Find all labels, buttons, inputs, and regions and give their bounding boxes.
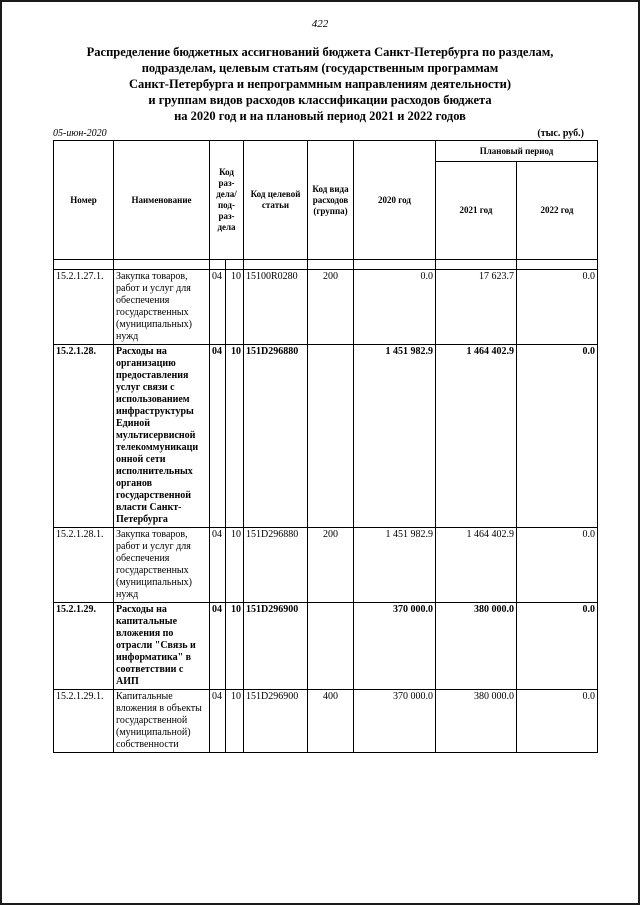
header-target-code: Код целевой статьи: [244, 141, 308, 260]
row-name: Закупка товаров, работ и услуг для обеспечения государственных (муниципальных) нужд: [114, 270, 210, 345]
row-name: Закупка товаров, работ и услуг для обеспечения государственных (муниципальных) нужд: [114, 528, 210, 603]
table-body: [54, 260, 598, 753]
row-section-code: 04: [210, 270, 226, 345]
title-line: Распределение бюджетных ассигнований бюджета Санкт-Петербурга по разделам,: [86, 45, 554, 59]
title-line: подразделам, целевым статьям (государственным программам: [141, 61, 499, 75]
row-amount-2020: 1 451 982.9: [354, 528, 436, 603]
row-target-code: 15100R0280: [244, 270, 308, 345]
budget-table: [53, 140, 598, 753]
row-amount-2022: 0.0: [517, 345, 598, 528]
row-expense-code: 400: [308, 690, 354, 753]
row-amount-2022: 0.0: [517, 603, 598, 690]
row-amount-2020: 0.0: [354, 270, 436, 345]
row-expense-code: [308, 603, 354, 690]
row-section-code: 04: [210, 345, 226, 528]
table-row: [54, 345, 598, 528]
row-amount-2022: 0.0: [517, 270, 598, 345]
row-amount-2021: 1 464 402.9: [436, 345, 517, 528]
row-amount-2021: 1 464 402.9: [436, 528, 517, 603]
row-number: 15.2.1.27.1.: [54, 270, 114, 345]
header-number: Номер: [54, 141, 114, 260]
header-planned-period: Плановый период: [436, 141, 598, 162]
row-number: 15.2.1.28.1.: [54, 528, 114, 603]
row-expense-code: [308, 345, 354, 528]
row-name: Капитальные вложения в объекты государственной (муниципальной) собственности: [114, 690, 210, 753]
row-subsection-code: 10: [226, 690, 244, 753]
row-amount-2021: 380 000.0: [436, 690, 517, 753]
row-subsection-code: 10: [226, 528, 244, 603]
row-subsection-code: 10: [226, 345, 244, 528]
header-expense-code: Код вида расходов (группа): [308, 141, 354, 260]
table-row: [54, 603, 598, 690]
row-amount-2021: 380 000.0: [436, 603, 517, 690]
header-name: Наименование: [114, 141, 210, 260]
row-target-code: 151D296880: [244, 345, 308, 528]
row-subsection-code: 10: [226, 603, 244, 690]
row-section-code: 04: [210, 528, 226, 603]
row-name: Расходы на капитальные вложения по отрасли "Связь и информатика" в соответствии с АИП: [114, 603, 210, 690]
title-line: и группам видов расходов классификации расходов бюджета: [148, 93, 492, 107]
row-section-code: 04: [210, 690, 226, 753]
row-section-code: 04: [210, 603, 226, 690]
row-target-code: 151D296900: [244, 690, 308, 753]
table-row: [54, 270, 598, 345]
row-number: 15.2.1.29.1.: [54, 690, 114, 753]
row-name: Расходы на организацию предоставления услуг связи с использованием инфраструктуры Единой мультисервисной телекоммуникаци онной сети исполнительных органов государственной власти Санкт-Петербурга: [114, 345, 210, 528]
row-amount-2022: 0.0: [517, 528, 598, 603]
row-amount-2020: 1 451 982.9: [354, 345, 436, 528]
table-row: [54, 690, 598, 753]
row-expense-code: 200: [308, 528, 354, 603]
document-title: [60, 44, 580, 124]
row-subsection-code: 10: [226, 270, 244, 345]
header-2020: 2020 год: [354, 141, 436, 260]
header-2022: 2022 год: [517, 162, 598, 260]
header-section-code: Код раз-дела/ под-раз-дела: [210, 141, 244, 260]
row-target-code: 151D296900: [244, 603, 308, 690]
row-amount-2020: 370 000.0: [354, 603, 436, 690]
row-number: 15.2.1.28.: [54, 345, 114, 528]
page-number: 422: [311, 18, 329, 30]
units-label: (тыс. руб.): [537, 128, 584, 139]
document-date: 05-июн-2020: [53, 128, 107, 139]
table-row: [54, 528, 598, 603]
header-2021: 2021 год: [436, 162, 517, 260]
title-line: Санкт-Петербурга и непрограммным направлениям деятельности): [128, 77, 511, 91]
row-number: 15.2.1.29.: [54, 603, 114, 690]
row-amount-2021: 17 623.7: [436, 270, 517, 345]
row-amount-2022: 0.0: [517, 690, 598, 753]
row-amount-2020: 370 000.0: [354, 690, 436, 753]
row-target-code: 151D296880: [244, 528, 308, 603]
row-expense-code: 200: [308, 270, 354, 345]
title-line: на 2020 год и на плановый период 2021 и 2022 годов: [174, 109, 466, 123]
